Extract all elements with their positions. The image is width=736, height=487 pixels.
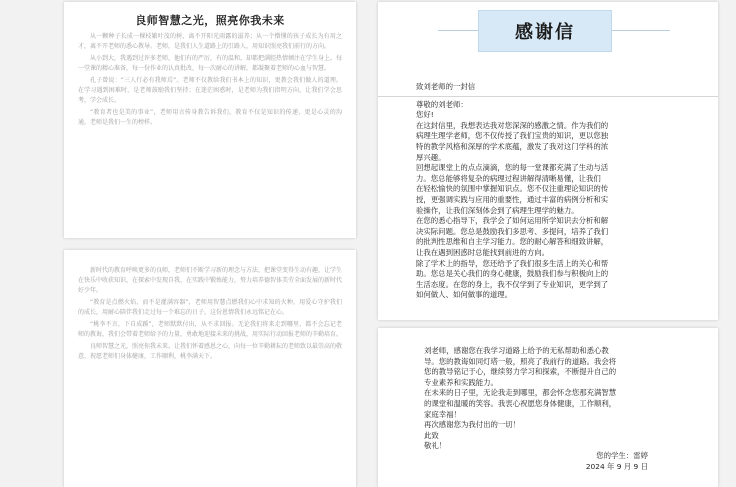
essay-paragraph: “教育者也是美的事业”，老师用言传身教告诉我们，教育不仅是知识的传递，更是心灵的沟通，老师是我们一生的榜样。 <box>78 109 342 126</box>
letter-line: 如何做人、如何做事的道理。 <box>416 290 513 300</box>
letter-line: 验操作，让我们深刻体会到了病理生理学的魅力。 <box>416 205 579 215</box>
letter-signature: 您的学生：雷婷 <box>596 451 648 460</box>
letter-line: 回想起课堂上的点点滴滴，您的每一堂课都充满了生动与活 <box>416 163 609 173</box>
essay-title: 良师智慧之光，照亮你我未来 <box>135 14 285 27</box>
letter-page-top <box>378 2 718 320</box>
letter-subject: 致刘老师的一封信 <box>416 82 476 91</box>
letter-line: 生活态度。在您的身上，我不仅学到了专业知识，更学到了 <box>416 279 609 289</box>
essay-paragraph: 从一颗种子长成一棵枝繁叶茂的树，离不开阳光雨露的滋养；从一个懵懂的孩子成长为有用之才，离不开老师的悉心教导。老师，是我们人生道路上的引路人，用知识照亮我们前行的方向。 <box>78 33 342 50</box>
letter-line: 除了学术上的指导，您还给予了我们很多生活上的关心和帮 <box>416 258 609 268</box>
letter-line: 您好! <box>416 110 434 120</box>
letter-line: 专业素养和实践能力。 <box>424 377 498 387</box>
essay-body-top <box>64 32 356 128</box>
letter-line: 导。您的教诲如同灯塔一般，照亮了我前行的道路。我会将 <box>424 356 617 366</box>
letter-body-bottom <box>424 346 698 452</box>
essay-paragraph: 从小到大，我遇到过许多老师，他们有的严厉，有的温和，却都把满腔热情倾注在学生身上。每一堂课的精心准备，每一份作业的认真批改，每一次耐心的讲解，都凝聚着老师的心血与智慧。 <box>78 55 343 72</box>
letter-line: 在这封信里，我想表达我对您深深的感激之情。作为我们的 <box>416 120 609 130</box>
letter-divider <box>378 96 718 97</box>
letter-line: 再次感谢您为我付出的一切！ <box>424 420 521 430</box>
letter-line: 决实际问题。您总是鼓励我们多思考、多提问，培养了我们 <box>416 226 609 236</box>
essay-paragraph: “桃李不言，下自成蹊”，老师默默付出，从不求回报。无论我们将来走到哪里，都不会忘记老师的教诲，我们会带着老师给予的力量，勇敢地迎接未来的挑战，用实际行动回报老师的辛勤培育。 <box>78 321 343 338</box>
essay-paragraph: 孔子曾说：“三人行必有我师焉”。老师不仅教给我们书本上的知识，更教会我们做人的道理。在学习遇到困难时，是老师鼓励我们坚持；在迷茫困惑时，是老师为我们指明方向，让我们学会思考，学会成长。 <box>78 77 342 104</box>
essay-body-bottom <box>64 250 356 362</box>
letter-line: 在您的悉心指导下，我学会了如何运用所学知识去分析和解 <box>416 216 609 226</box>
banner-line-right <box>610 30 670 31</box>
essay-paragraph: 良师智慧之光，照亮你我未来。让我们怀着感恩之心，向每一位辛勤耕耘的老师致以最崇高的敬意，祝愿老师们身体健康，工作顺利，桃李满天下。 <box>78 343 343 360</box>
letter-line: 刘老师，感谢您在我学习道路上给予的无私帮助和悉心教 <box>424 346 609 355</box>
letter-line: 特的教学风格和深厚的学术底蕴，激发了我对这门学科的浓 <box>416 141 609 151</box>
essay-page-top <box>64 2 356 238</box>
letter-line: 您的教导铭记于心，继续努力学习和探索，不断提升自己的 <box>424 367 617 377</box>
letter-banner: 感谢信 <box>478 10 612 52</box>
essay-page-bottom <box>64 250 356 487</box>
letter-closing: 此致 <box>424 430 439 440</box>
letter-page-bottom <box>378 328 718 487</box>
letter-line: 助。您总是关心我们的身心健康，鼓励我们参与积极向上的 <box>416 269 609 279</box>
letter-line: 在轻松愉快的氛围中掌握知识点。您不仅注重理论知识的传 <box>416 184 609 194</box>
letter-line: 在未来的日子里，无论我走到哪里，都会怀念您那充满智慧 <box>424 388 617 398</box>
essay-paragraph: 新时代的教育呼唤更多的良师，老师们不断学习新的理念与方法，把课堂变得生动有趣，让学生在快乐中收获知识，在探索中发现自我，在实践中锻炼能力，努力培养德智体美劳全面发展的新时代好少年。 <box>78 267 343 294</box>
letter-line: 的批判性思维和自主学习能力。您的耐心解答和细致讲解， <box>416 237 609 247</box>
letter-line: 病理生理学老师，您不仅传授了我们宝贵的知识，更以您独 <box>416 131 609 141</box>
letter-line: 力。您总能够将复杂的病理过程讲解得清晰易懂，让我们 <box>416 173 601 183</box>
letter-date: 2024 年 9 月 9 日 <box>585 462 648 471</box>
letter-closing: 敬礼！ <box>424 441 447 451</box>
letter-line: 授，更强调实践与应用的重要性，通过丰富的病例分析和实 <box>416 194 609 204</box>
essay-paragraph: “教育是点燃火焰，而不是灌满容器”，老师用智慧点燃我们心中求知的火种，用爱心守护我们的成长，用耐心陪伴我们走过每一个难忘的日子，这份恩情我们永远铭记在心。 <box>78 299 342 316</box>
letter-line: 家庭幸福！ <box>424 409 461 419</box>
letter-line: 让我在遇到困惑时总能找到前进的方向。 <box>416 247 550 257</box>
letter-line: 的课堂和温暖的笑容。我衷心祝愿您身体健康，工作顺利， <box>424 398 617 408</box>
letter-line: 厚兴趣。 <box>416 152 446 162</box>
banner-line-left <box>438 30 478 31</box>
letter-body-top <box>416 82 698 301</box>
signature-block <box>586 450 648 472</box>
letter-salutation: 尊敬的刘老师： <box>416 99 468 109</box>
